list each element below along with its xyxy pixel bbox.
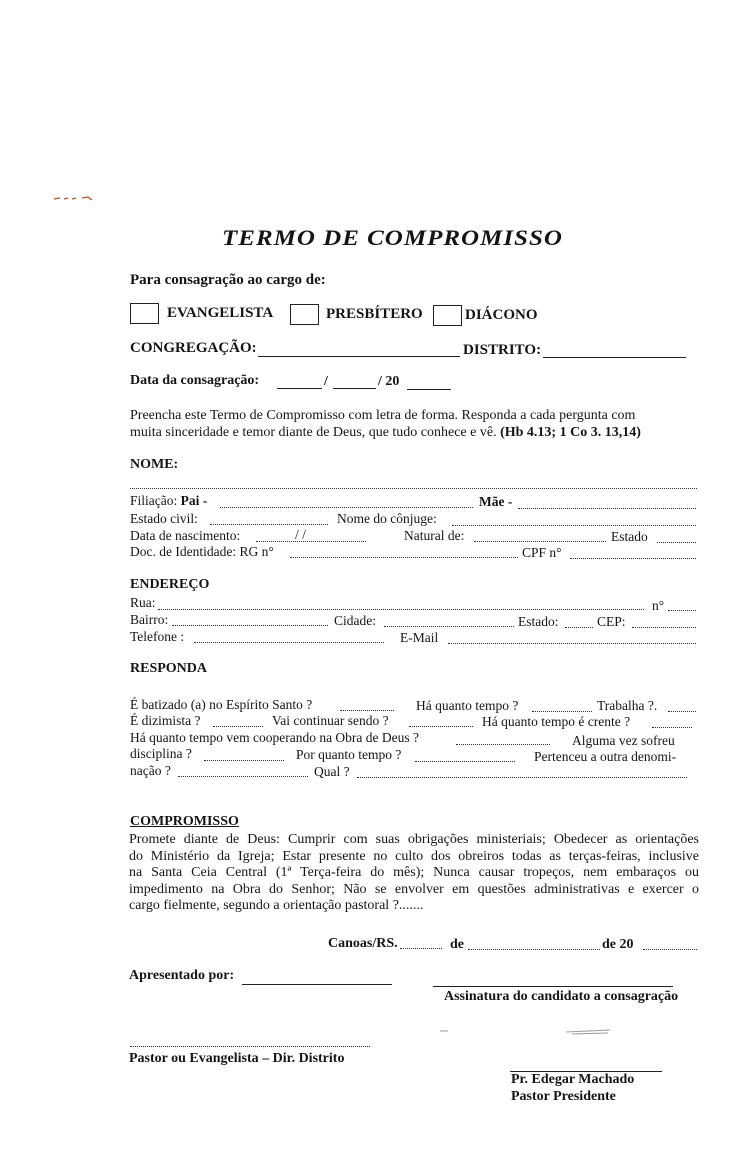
numero-field[interactable] <box>668 610 696 611</box>
compromisso-text <box>129 832 699 915</box>
q-crente: Há quanto tempo é crente ? <box>482 714 631 729</box>
responda-heading: RESPONDA <box>130 661 208 676</box>
quanto-tempo-field[interactable] <box>532 711 592 712</box>
estado-civil-field[interactable] <box>210 524 328 525</box>
rua-field[interactable] <box>158 609 644 610</box>
endereco-heading: ENDEREÇO <box>130 577 210 592</box>
pai-field[interactable] <box>220 507 473 508</box>
batizado-field[interactable] <box>340 710 394 711</box>
canoas-year-field[interactable] <box>643 949 697 950</box>
evangelista-label: EVANGELISTA <box>167 305 274 321</box>
stray-ink-marks <box>52 192 104 204</box>
endereco-estado-label: Estado: <box>518 614 559 629</box>
mae-field[interactable] <box>518 508 696 509</box>
dizimista-field[interactable] <box>213 726 263 727</box>
intro-line-2 <box>130 425 641 441</box>
numero-label: n° <box>652 598 665 613</box>
year-field[interactable] <box>407 389 451 390</box>
compromisso-line: impedimento na Obra do Senhor; Não se envolver em questões administrativas e exercer o <box>129 881 699 897</box>
distrito-field[interactable] <box>543 357 686 358</box>
assinatura-candidato-line[interactable] <box>433 986 673 987</box>
q-disciplina: disciplina ? <box>130 746 192 761</box>
nome-label: NOME: <box>130 457 179 472</box>
pai-label: Pai - <box>180 493 208 508</box>
faint-pen-marks <box>440 1024 620 1036</box>
canoas-month-field[interactable] <box>468 949 600 950</box>
email-field[interactable] <box>448 643 696 644</box>
intro-line-2-text: muita sinceridade e temor diante de Deus, que tudo conhece e vê. <box>130 425 501 440</box>
q-dizimista: É dizimista ? <box>130 713 201 728</box>
canoas-label: Canoas/RS. <box>328 936 398 951</box>
q-batizado: É batizado (a) no Espírito Santo ? <box>130 697 313 712</box>
nome-field[interactable] <box>130 488 697 489</box>
congregacao-field[interactable] <box>258 356 460 357</box>
data-nascimento-field[interactable] <box>256 541 366 542</box>
endereco-estado-field[interactable] <box>565 627 593 628</box>
q-por-quanto: Por quanto tempo ? <box>296 747 402 762</box>
bairro-label: Bairro: <box>130 612 169 627</box>
apresentado-field[interactable] <box>242 984 392 985</box>
q-cooperando: Há quanto tempo vem cooperando na Obra de Deus ? <box>130 730 420 745</box>
q-trabalha: Trabalha ?. <box>597 698 658 713</box>
nome-conjuge-label: Nome do cônjuge: <box>337 511 437 526</box>
intro-line-1: Preencha este Termo de Compromisso com letra de forma. Responda a cada pergunta com <box>130 408 636 423</box>
natural-de-label: Natural de: <box>404 528 465 543</box>
date-separator-1: / <box>324 374 328 389</box>
cpf-label: CPF n° <box>522 545 562 560</box>
filiacao-text: Filiação: <box>130 493 178 508</box>
mae-label: Mãe - <box>479 494 513 509</box>
estado-nascimento-label: Estado <box>611 529 648 544</box>
diacono-checkbox[interactable] <box>433 305 462 326</box>
compromisso-line: do Ministério da Igreja; Estar presente no culto dos obreiros todas as terças-feiras, inclusive <box>129 848 699 864</box>
crente-field[interactable] <box>652 727 692 728</box>
telefone-field[interactable] <box>194 642 384 643</box>
presidente-name: Pr. Edegar Machado <box>511 1072 635 1087</box>
trabalha-field[interactable] <box>668 711 696 712</box>
presbitero-label: PRESBÍTERO <box>326 306 423 322</box>
day-field[interactable] <box>277 388 322 389</box>
disciplina-field[interactable] <box>204 760 284 761</box>
compromisso-line: na Santa Ceia Central (1ª Terça-feira do mês); Nunca causar tropeços, nem embaraços ou <box>129 865 699 880</box>
consagracao-label: Para consagração ao cargo de: <box>130 272 326 288</box>
por-quanto-field[interactable] <box>415 761 515 762</box>
q-nacao: nação ? <box>130 763 171 778</box>
rua-label: Rua: <box>130 595 156 610</box>
page-title: TERMO DE COMPROMISSO <box>222 226 563 251</box>
data-nascimento-label: Data de nascimento: <box>130 528 241 543</box>
continuar-field[interactable] <box>409 726 473 727</box>
presidente-title: Pastor Presidente <box>511 1089 616 1104</box>
q-sofreu: Alguma vez sofreu <box>572 733 675 748</box>
estado-nascimento-field[interactable] <box>657 542 696 543</box>
presbitero-checkbox[interactable] <box>290 304 319 325</box>
cidade-field[interactable] <box>384 626 514 627</box>
estado-civil-label: Estado civil: <box>130 511 198 526</box>
de-20-label: de 20 <box>602 937 634 952</box>
congregacao-label: CONGREGAÇÃO: <box>130 340 257 356</box>
cpf-field[interactable] <box>570 558 696 559</box>
apresentado-label: Apresentado por: <box>129 968 235 983</box>
de-label: de <box>450 937 464 952</box>
telefone-label: Telefone : <box>130 629 185 644</box>
evangelista-checkbox[interactable] <box>130 303 159 324</box>
q-qual: Qual ? <box>314 764 350 779</box>
natural-de-field[interactable] <box>474 541 606 542</box>
filiacao-label <box>130 493 207 509</box>
birth-date-slashes: / / <box>295 527 306 542</box>
compromisso-line: cargo fielmente, segundo a orientação pastoral ?....... <box>129 898 424 913</box>
q-quanto-tempo: Há quanto tempo ? <box>416 698 519 713</box>
compromisso-line: Promete diante de Deus: Cumprir com suas obrigações ministeriais; Obedecer as orientações <box>129 832 699 847</box>
compromisso-heading: COMPROMISSO <box>130 814 239 829</box>
cep-label: CEP: <box>597 614 626 629</box>
q-continuar: Vai continuar sendo ? <box>272 713 389 728</box>
cep-field[interactable] <box>632 627 696 628</box>
email-label: E-Mail <box>400 630 439 645</box>
rg-field[interactable] <box>290 557 518 558</box>
month-field[interactable] <box>333 388 376 389</box>
data-consagracao-label: Data da consagração: <box>130 373 260 388</box>
doc-identidade-label: Doc. de Identidade: RG n° <box>130 544 274 559</box>
nacao-field[interactable] <box>178 776 308 777</box>
nome-conjuge-field[interactable] <box>452 525 696 526</box>
canoas-day-field[interactable] <box>400 948 442 949</box>
qual-field[interactable] <box>357 777 687 778</box>
cooperando-field[interactable] <box>456 744 550 745</box>
pastor-evangelista-signature-line[interactable] <box>130 1046 370 1047</box>
bible-reference: (Hb 4.13; 1 Co 3. 13,14) <box>500 425 641 440</box>
diacono-label: DIÁCONO <box>465 307 538 323</box>
pastor-evangelista-label: Pastor ou Evangelista – Dir. Distrito <box>129 1051 345 1066</box>
q-pertenceu: Pertenceu a outra denomi- <box>534 749 677 764</box>
assinatura-candidato-label: Assinatura do candidato a consagração <box>444 989 679 1004</box>
date-separator-2: / 20 <box>378 374 400 389</box>
distrito-label: DISTRITO: <box>463 342 542 358</box>
cidade-label: Cidade: <box>334 613 376 628</box>
bairro-field[interactable] <box>172 625 328 626</box>
